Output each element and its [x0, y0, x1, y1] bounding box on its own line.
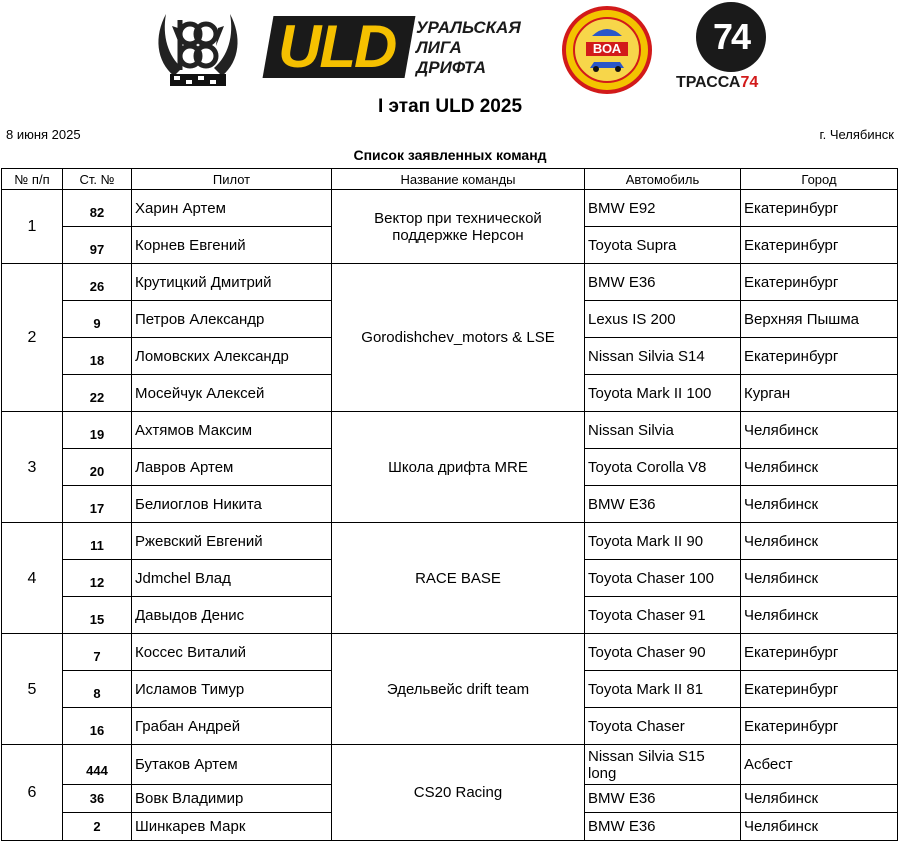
- pilot-city: Екатеринбург: [741, 190, 898, 227]
- trassa74-logo: [676, 0, 786, 96]
- team-index: 4: [2, 523, 63, 634]
- pilot-city: Челябинск: [741, 449, 898, 486]
- car-model: Toyota Chaser 100: [585, 560, 741, 597]
- uld-text-line-3: ДРИФТА: [416, 58, 487, 77]
- pilot-city: Асбест: [741, 745, 898, 785]
- car-model: Toyota Mark II 90: [585, 523, 741, 560]
- start-number: 12: [63, 560, 132, 597]
- pilot-name: Шинкарев Марк: [132, 813, 332, 841]
- start-number: 19: [63, 412, 132, 449]
- header-team: Название команды: [332, 169, 585, 190]
- start-number: 16: [63, 708, 132, 745]
- car-model: Toyota Mark II 100: [585, 375, 741, 412]
- teams-table-body: [2, 190, 898, 841]
- pilot-city: Екатеринбург: [741, 634, 898, 671]
- trassa-text-accent: 74: [740, 74, 759, 91]
- team-index: 5: [2, 634, 63, 745]
- table-row: [2, 634, 898, 671]
- table-row: [2, 190, 898, 227]
- pilot-name: Вовк Владимир: [132, 785, 332, 813]
- team-name: Gorodishchev_motors & LSE: [332, 264, 585, 412]
- header-car: Автомобиль: [585, 169, 741, 190]
- car-model: BMW E36: [585, 813, 741, 841]
- uld-text-line-1: УРАЛЬСКАЯ: [416, 18, 521, 37]
- car-model: Nissan Silvia S15 long: [585, 745, 741, 785]
- car-model: Toyota Supra: [585, 227, 741, 264]
- pilot-name: Ржевский Евгений: [132, 523, 332, 560]
- pilot-city: Челябинск: [741, 560, 898, 597]
- team-name: Вектор при технической поддержке Нерсон: [332, 190, 585, 264]
- pilot-name: Jdmchel Влад: [132, 560, 332, 597]
- pilot-city: Челябинск: [741, 523, 898, 560]
- pilot-name: Ахтямов Максим: [132, 412, 332, 449]
- table-row: [2, 264, 898, 301]
- table-row: [2, 745, 898, 785]
- pilot-name: Коссес Виталий: [132, 634, 332, 671]
- team-index: 6: [2, 745, 63, 841]
- pilot-name: Грабан Андрей: [132, 708, 332, 745]
- logo-strip: [0, 0, 900, 96]
- pilot-city: Челябинск: [741, 813, 898, 841]
- start-number: 7: [63, 634, 132, 671]
- start-number: 36: [63, 785, 132, 813]
- team-name: CS20 Racing: [332, 745, 585, 841]
- pilot-city: Екатеринбург: [741, 264, 898, 301]
- pilot-city: Челябинск: [741, 412, 898, 449]
- pilot-city: Челябинск: [741, 597, 898, 634]
- car-model: BMW E36: [585, 486, 741, 523]
- pilot-city: Челябинск: [741, 785, 898, 813]
- voa-text: ВОА: [592, 41, 622, 56]
- pilot-name: Лавров Артем: [132, 449, 332, 486]
- pilot-city: Курган: [741, 375, 898, 412]
- pilot-city: Екатеринбург: [741, 708, 898, 745]
- pilot-city: Челябинск: [741, 486, 898, 523]
- pilot-name: Исламов Тимур: [132, 671, 332, 708]
- rdp-logo: [152, 6, 244, 90]
- header-no: № п/п: [2, 169, 63, 190]
- team-name: RACE BASE: [332, 523, 585, 634]
- car-model: Nissan Silvia: [585, 412, 741, 449]
- start-number: 22: [63, 375, 132, 412]
- table-row: [2, 412, 898, 449]
- team-name: Школа дрифта MRE: [332, 412, 585, 523]
- trassa-badge-number: 74: [712, 16, 750, 57]
- header-city: Город: [741, 169, 898, 190]
- list-subtitle: Список заявленных команд: [353, 147, 547, 163]
- voa-logo: [562, 6, 652, 94]
- header-start-number: Ст. №: [63, 169, 132, 190]
- teams-table: [1, 168, 898, 841]
- car-model: Toyota Chaser 90: [585, 634, 741, 671]
- pilot-name: Бутаков Артем: [132, 745, 332, 785]
- uld-mark: ULD: [278, 13, 396, 80]
- car-model: BMW E36: [585, 264, 741, 301]
- car-model: Toyota Corolla V8: [585, 449, 741, 486]
- uld-logo: [268, 13, 548, 80]
- team-name: Эдельвейс drift team: [332, 634, 585, 745]
- car-model: BMW E36: [585, 785, 741, 813]
- pilot-name: Крутицкий Дмитрий: [132, 264, 332, 301]
- pilot-city: Екатеринбург: [741, 671, 898, 708]
- table-row: [2, 523, 898, 560]
- pilot-name: Ломовских Александр: [132, 338, 332, 375]
- start-number: 97: [63, 227, 132, 264]
- car-model: Lexus IS 200: [585, 301, 741, 338]
- car-model: Toyota Chaser: [585, 708, 741, 745]
- event-city: г. Челябинск: [819, 127, 894, 142]
- car-model: Nissan Silvia S14: [585, 338, 741, 375]
- pilot-name: Корнев Евгений: [132, 227, 332, 264]
- event-date: 8 июня 2025: [6, 127, 81, 142]
- team-index: 3: [2, 412, 63, 523]
- uld-text-line-2: ЛИГА: [416, 38, 462, 57]
- pilot-name: Петров Александр: [132, 301, 332, 338]
- start-number: 26: [63, 264, 132, 301]
- car-model: Toyota Mark II 81: [585, 671, 741, 708]
- start-number: 15: [63, 597, 132, 634]
- start-number: 11: [63, 523, 132, 560]
- start-number: 17: [63, 486, 132, 523]
- pilot-city: Верхняя Пышма: [741, 301, 898, 338]
- start-number: 444: [63, 745, 132, 785]
- pilot-name: Мосейчук Алексей: [132, 375, 332, 412]
- car-model: Toyota Chaser 91: [585, 597, 741, 634]
- team-index: 1: [2, 190, 63, 264]
- team-index: 2: [2, 264, 63, 412]
- start-number: 20: [63, 449, 132, 486]
- pilot-name: Давыдов Денис: [132, 597, 332, 634]
- table-header-row: [2, 169, 898, 190]
- start-number: 82: [63, 190, 132, 227]
- car-model: BMW E92: [585, 190, 741, 227]
- page-title: I этап ULD 2025: [377, 96, 523, 117]
- trassa-text: ТРАССА: [676, 74, 741, 91]
- start-number: 2: [63, 813, 132, 841]
- start-number: 18: [63, 338, 132, 375]
- header-pilot: Пилот: [132, 169, 332, 190]
- pilot-name: Харин Артем: [132, 190, 332, 227]
- pilot-city: Екатеринбург: [741, 227, 898, 264]
- start-number: 9: [63, 301, 132, 338]
- start-number: 8: [63, 671, 132, 708]
- pilot-city: Екатеринбург: [741, 338, 898, 375]
- pilot-name: Белиоглов Никита: [132, 486, 332, 523]
